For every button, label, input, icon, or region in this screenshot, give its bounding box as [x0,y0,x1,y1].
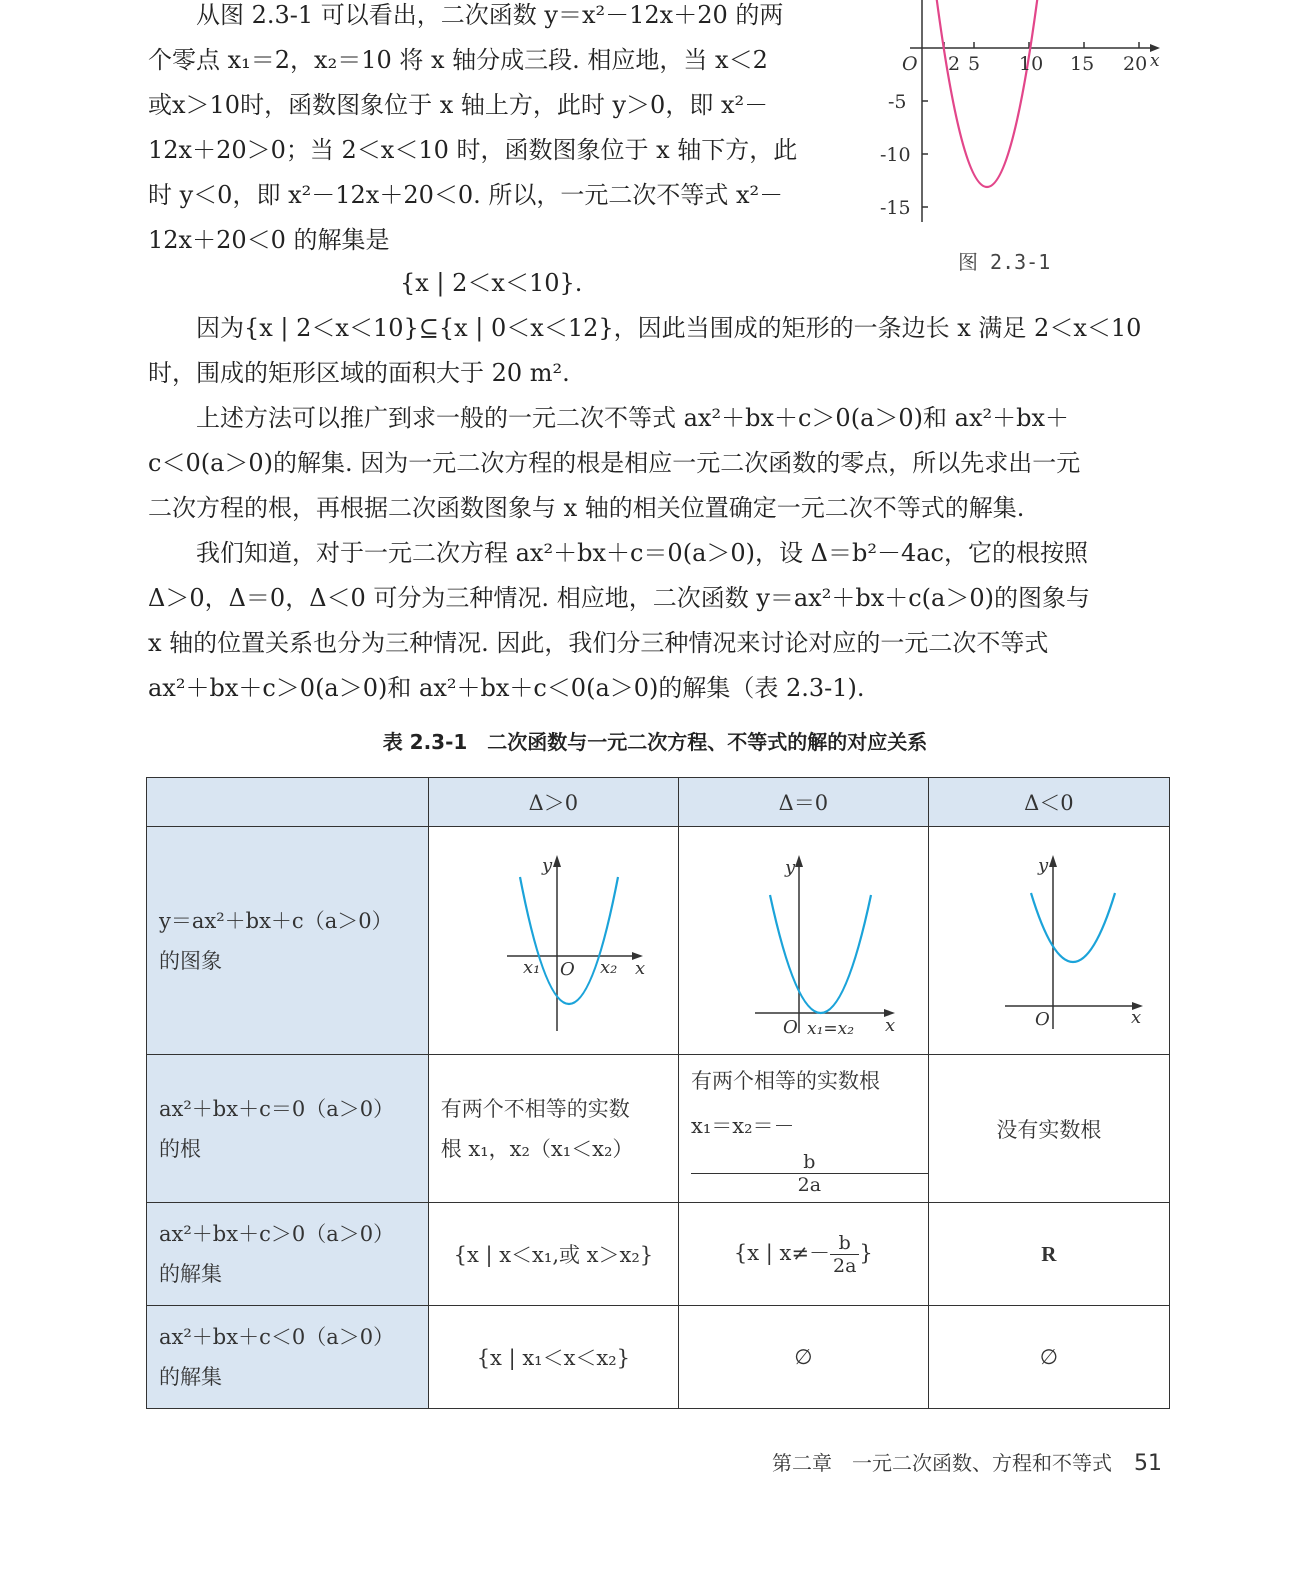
table-row-graph [147,827,1170,1055]
x-label: x [635,957,646,979]
row-header-line: 的解集 [159,1365,222,1389]
row-header-line: ax²＋bx＋c＝0（a＞0） [159,1096,395,1121]
figure-caption: 图 2.3-1 [958,250,1051,274]
tick-label: 20 [1123,53,1148,75]
text-line: 因为{x | 2＜x＜10}⊆{x | 0＜x＜12}，因此当围成的矩形的一条边长 x 满足 2＜x＜10 [148,314,1142,342]
gt-cell-delta-positive: {x | x＜x₁,或 x＞x₂} [428,1203,678,1306]
paragraph-1 [148,0,838,263]
origin-label: O [902,53,918,75]
origin-label: O [783,1016,799,1038]
x-label: x [885,1014,896,1036]
tick-label: 10 [1019,53,1044,75]
gt-cell-delta-zero [679,1203,929,1306]
x-axis-label: x [1150,51,1160,71]
parabola-two-roots-graph [453,841,653,1041]
text-line: x 轴的位置关系也分为三种情况. 因此，我们分三种情况来讨论对应的一元二次不等式 [148,629,1049,657]
paragraph-3 [148,396,1178,531]
parabola-figure [880,0,1180,240]
tick-label: -15 [880,197,911,219]
origin-label: O [1034,1008,1050,1030]
text-line: 12x＋20＞0；当 2＜x＜10 时，函数图象位于 x 轴下方，此 [148,136,798,164]
text-line: 时 y＜0，即 x²－12x＋20＜0. 所以，一元二次不等式 x²－ [148,181,784,209]
chapter-title: 第二章 一元二次函数、方程和不等式 [772,1451,1112,1475]
cell-line: 有两个相等的实数根 [691,1069,881,1093]
text-line: 个零点 x₁＝2，x₂＝10 将 x 轴分成三段. 相应地，当 x＜2 [148,46,768,74]
tick-label: -10 [880,144,911,166]
cell-line: 根 x₁，x₂（x₁＜x₂） [440,1136,634,1161]
text-line: ax²＋bx＋c＞0(a＞0)和 ax²＋bx＋c＜0(a＞0)的解集（表 2.3-1). [148,674,865,702]
paragraph-2 [148,306,1178,396]
row-header-line: y＝ax²＋bx＋c（a＞0） [159,908,393,933]
y-label: y [1037,854,1049,876]
parabola-no-root-graph [949,841,1149,1041]
row-header-line: ax²＋bx＋c＞0（a＞0） [159,1222,395,1246]
fraction-denominator: 2a [833,1254,857,1277]
text-line: 时，围成的矩形区域的面积大于 20 m². [148,359,570,387]
lt-cell-delta-positive: {x | x₁＜x＜x₂} [428,1306,678,1409]
lt-cell-delta-zero: ∅ [679,1306,929,1409]
tick-label: -5 [888,91,907,113]
x-label: x [1130,1006,1141,1028]
page-footer [772,1447,1162,1476]
root-label: x₂ [600,956,618,978]
parabola-curve [936,0,1038,187]
fraction-numerator: b [830,1232,859,1255]
cell-line [691,1101,928,1196]
relation-table [146,777,1170,1409]
cell-line: 有两个不相等的实数 [440,1096,630,1121]
table-row-greater [147,1203,1170,1306]
graph-cell-delta-zero [679,827,929,1055]
row-header-line: 的图象 [159,948,222,973]
row-header [147,1203,429,1306]
formula-suffix: } [859,1240,873,1265]
text-line: 上述方法可以推广到求一般的一元二次不等式 ax²＋bx＋c＞0(a＞0)和 ax²＋bx＋ [148,404,1069,432]
y-label: y [785,856,796,878]
tick-label: 5 [968,53,981,75]
table-row-roots [147,1055,1170,1203]
fraction-numerator: b [691,1151,928,1174]
paragraph-4 [148,531,1178,711]
header-cell [147,778,429,827]
axes [910,0,1160,222]
lt-cell-delta-negative: ∅ [928,1306,1169,1409]
text-line: 从图 2.3-1 可以看出，二次函数 y＝x²－12x＋20 的两 [148,1,784,29]
roots-cell-delta-zero [679,1055,929,1203]
row-header [147,1306,429,1409]
y-label: y [542,854,553,876]
gt-cell-delta-negative: R [928,1203,1169,1306]
text-line: 12x＋20＜0 的解集是 [148,226,390,254]
page-number: 51 [1134,1451,1162,1476]
row-header [147,827,429,1055]
table-header-row [147,778,1170,827]
roots-cell-delta-negative: 没有实数根 [928,1055,1169,1203]
header-cell: Δ＝0 [679,778,929,827]
formula-prefix: {x | x≠－ [733,1240,830,1265]
graph-cell-delta-positive [428,827,678,1055]
tick-label: 15 [1070,53,1095,75]
text-line: 我们知道，对于一元二次方程 ax²＋bx＋c＝0(a＞0)，设 Δ＝b²－4ac，它的根按照 [148,539,1088,567]
tick-label: 2 [948,53,961,75]
row-header-line: ax²＋bx＋c＜0（a＞0） [159,1325,395,1349]
origin-label: O [560,958,576,980]
root-label: x₁ [523,956,541,978]
table-row-less [147,1306,1170,1409]
solution-set: {x | 2＜x＜10}. [400,269,583,297]
header-cell: Δ＜0 [928,778,1169,827]
header-cell: Δ＞0 [428,778,678,827]
fraction [691,1151,928,1196]
row-header-line: 的解集 [159,1262,222,1286]
table-caption: 表 2.3-1 二次函数与一元二次方程、不等式的解的对应关系 [382,730,928,754]
parabola-one-root-graph [703,841,903,1041]
formula-prefix: x₁＝x₂＝－ [691,1114,795,1138]
text-line: c＜0(a＞0)的解集. 因为一元二次方程的根是相应一元二次函数的零点，所以先求出一元 [148,449,1081,477]
row-header [147,1055,429,1203]
text-line: Δ＞0，Δ＝0，Δ＜0 可分为三种情况. 相应地，二次函数 y＝ax²＋bx＋c(a＞0)的图象与 [148,584,1090,612]
text-line: 二次方程的根，再根据二次函数图象与 x 轴的相关位置确定一元二次不等式的解集. [148,494,1025,522]
roots-cell-delta-positive [428,1055,678,1203]
row-header-line: 的根 [159,1136,201,1161]
fraction [830,1232,859,1277]
double-root-label: x₁=x₂ [807,1018,855,1039]
fraction-denominator: 2a [797,1174,822,1196]
text-line: 或x＞10时，函数图象位于 x 轴上方，此时 y＞0，即 x²－ [148,91,769,119]
graph-cell-delta-negative [928,827,1169,1055]
